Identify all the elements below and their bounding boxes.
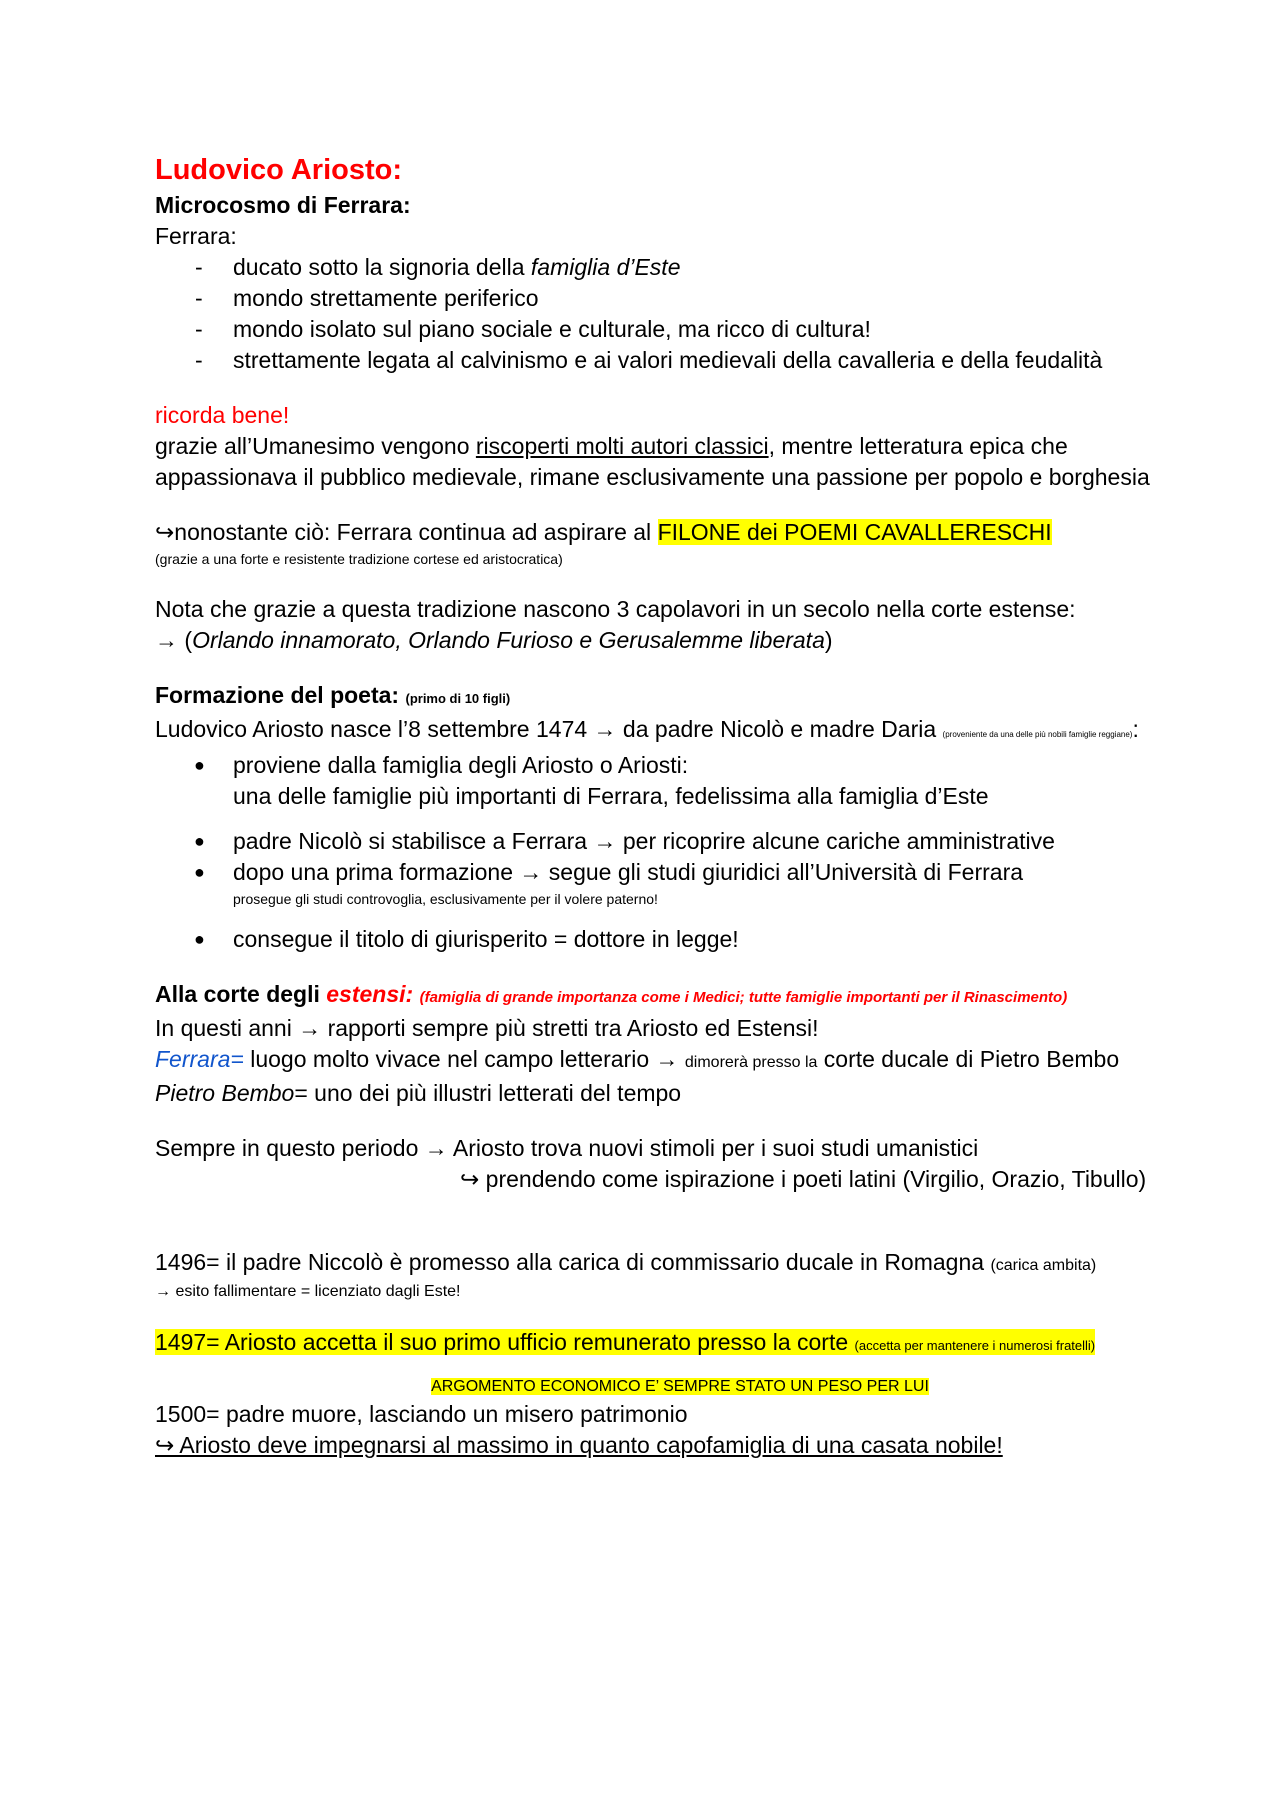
list-item: - strettamente legata al calvinismo e ai valori medievali della cavalleria e della feudalità bbox=[195, 347, 1103, 373]
year-1500-line: 1500= padre muore, lasciando un misero patrimonio bbox=[155, 1401, 688, 1427]
birth-line: Ludovico Ariosto nasce l’8 settembre 1474 → da padre Nicolò e madre Daria (proveniente da una delle più nobili famiglie reggiane): bbox=[155, 716, 1139, 742]
paragraph: grazie all’Umanesimo vengono riscoperti molti autori classici, mentre letteratura epica che bbox=[155, 433, 1068, 459]
list-item: - mondo isolato sul piano sociale e culturale, ma ricco di cultura! bbox=[195, 316, 871, 342]
section-heading-microcosmo: Microcosmo di Ferrara: bbox=[155, 192, 411, 218]
filone-line: ↪nonostante ciò: Ferrara continua ad aspirare al FILONE dei POEMI CAVALLERESCHI bbox=[155, 519, 1052, 545]
list-item: - ducato sotto la signoria della famiglia d’Este bbox=[195, 254, 681, 280]
small-note: prosegue gli studi controvoglia, esclusivamente per il volere paterno! bbox=[233, 891, 658, 907]
conclusion-line: ↪ Ariosto deve impegnarsi al massimo in quanto capofamiglia di una casata nobile! bbox=[155, 1432, 1003, 1458]
paragraph: In questi anni → rapporti sempre più stretti tra Ariosto ed Estensi! bbox=[155, 1015, 819, 1041]
paragraph: Sempre in questo periodo → Ariosto trova nuovi stimoli per i suoi studi umanistici bbox=[155, 1135, 979, 1161]
list-item: ● dopo una prima formazione → segue gli studi giuridici all’Università di Ferrara bbox=[194, 859, 1024, 885]
list-item: ● proviene dalla famiglia degli Ariosto o Ariosti: bbox=[194, 752, 689, 778]
paragraph: Nota che grazie a questa tradizione nascono 3 capolavori in un secolo nella corte estense: bbox=[155, 596, 1076, 622]
ferrara-line: Ferrara= luogo molto vivace nel campo letterario → dimorerà presso la corte ducale di Pietro Bembo bbox=[155, 1046, 1120, 1072]
small-note: (grazie a una forte e resistente tradizione cortese ed aristocratica) bbox=[155, 551, 563, 567]
list-item: ● padre Nicolò si stabilisce a Ferrara → per ricoprire alcune cariche amministrative bbox=[194, 828, 1055, 854]
paragraph: appassionava il pubblico medievale, rimane esclusivamente una passione per popolo e borghesia bbox=[155, 464, 1150, 490]
list-item-sub: una delle famiglie più importanti di Ferrara, fedelissima alla famiglia d’Este bbox=[233, 783, 989, 809]
section-heading-formazione: Formazione del poeta: (primo di 10 figli) bbox=[155, 682, 511, 708]
list-item: - mondo strettamente periferico bbox=[195, 285, 539, 311]
year-1497-line: 1497= Ariosto accetta il suo primo ufficio remunerato presso la corte (accetta per mantenere i numerosi fratelli) bbox=[155, 1329, 1096, 1355]
page-title: Ludovico Ariosto: bbox=[155, 154, 403, 186]
list-item: ● consegue il titolo di giurisperito = dottore in legge! bbox=[194, 926, 739, 952]
year-1496-line: 1496= il padre Niccolò è promesso alla carica di commissario ducale in Romagna (carica ambita) bbox=[155, 1249, 1097, 1275]
works-line: → (Orlando innamorato, Orlando Furioso e Gerusalemme liberata) bbox=[155, 627, 833, 653]
banner-line: ARGOMENTO ECONOMICO E’ SEMPRE STATO UN PESO PER LUI bbox=[431, 1378, 929, 1395]
section-heading-corte: Alla corte degli estensi: (famiglia di grande importanza come i Medici; tutte famiglie importanti per il Rinascimento) bbox=[155, 981, 1068, 1007]
document-body bbox=[155, 150, 1205, 1461]
highlight: FILONE dei POEMI CAVALLERESCHI bbox=[657, 519, 1052, 545]
small-note: → esito fallimentare = licenziato dagli Este! bbox=[155, 1283, 461, 1300]
ricorda-note: ricorda bene! bbox=[155, 402, 290, 428]
ferrara-intro: Ferrara: bbox=[155, 223, 237, 249]
bembo-line: Pietro Bembo= uno dei più illustri letterati del tempo bbox=[155, 1080, 682, 1106]
paragraph-indented: ↪ prendendo come ispirazione i poeti latini (Virgilio, Orazio, Tibullo) bbox=[460, 1166, 1147, 1192]
